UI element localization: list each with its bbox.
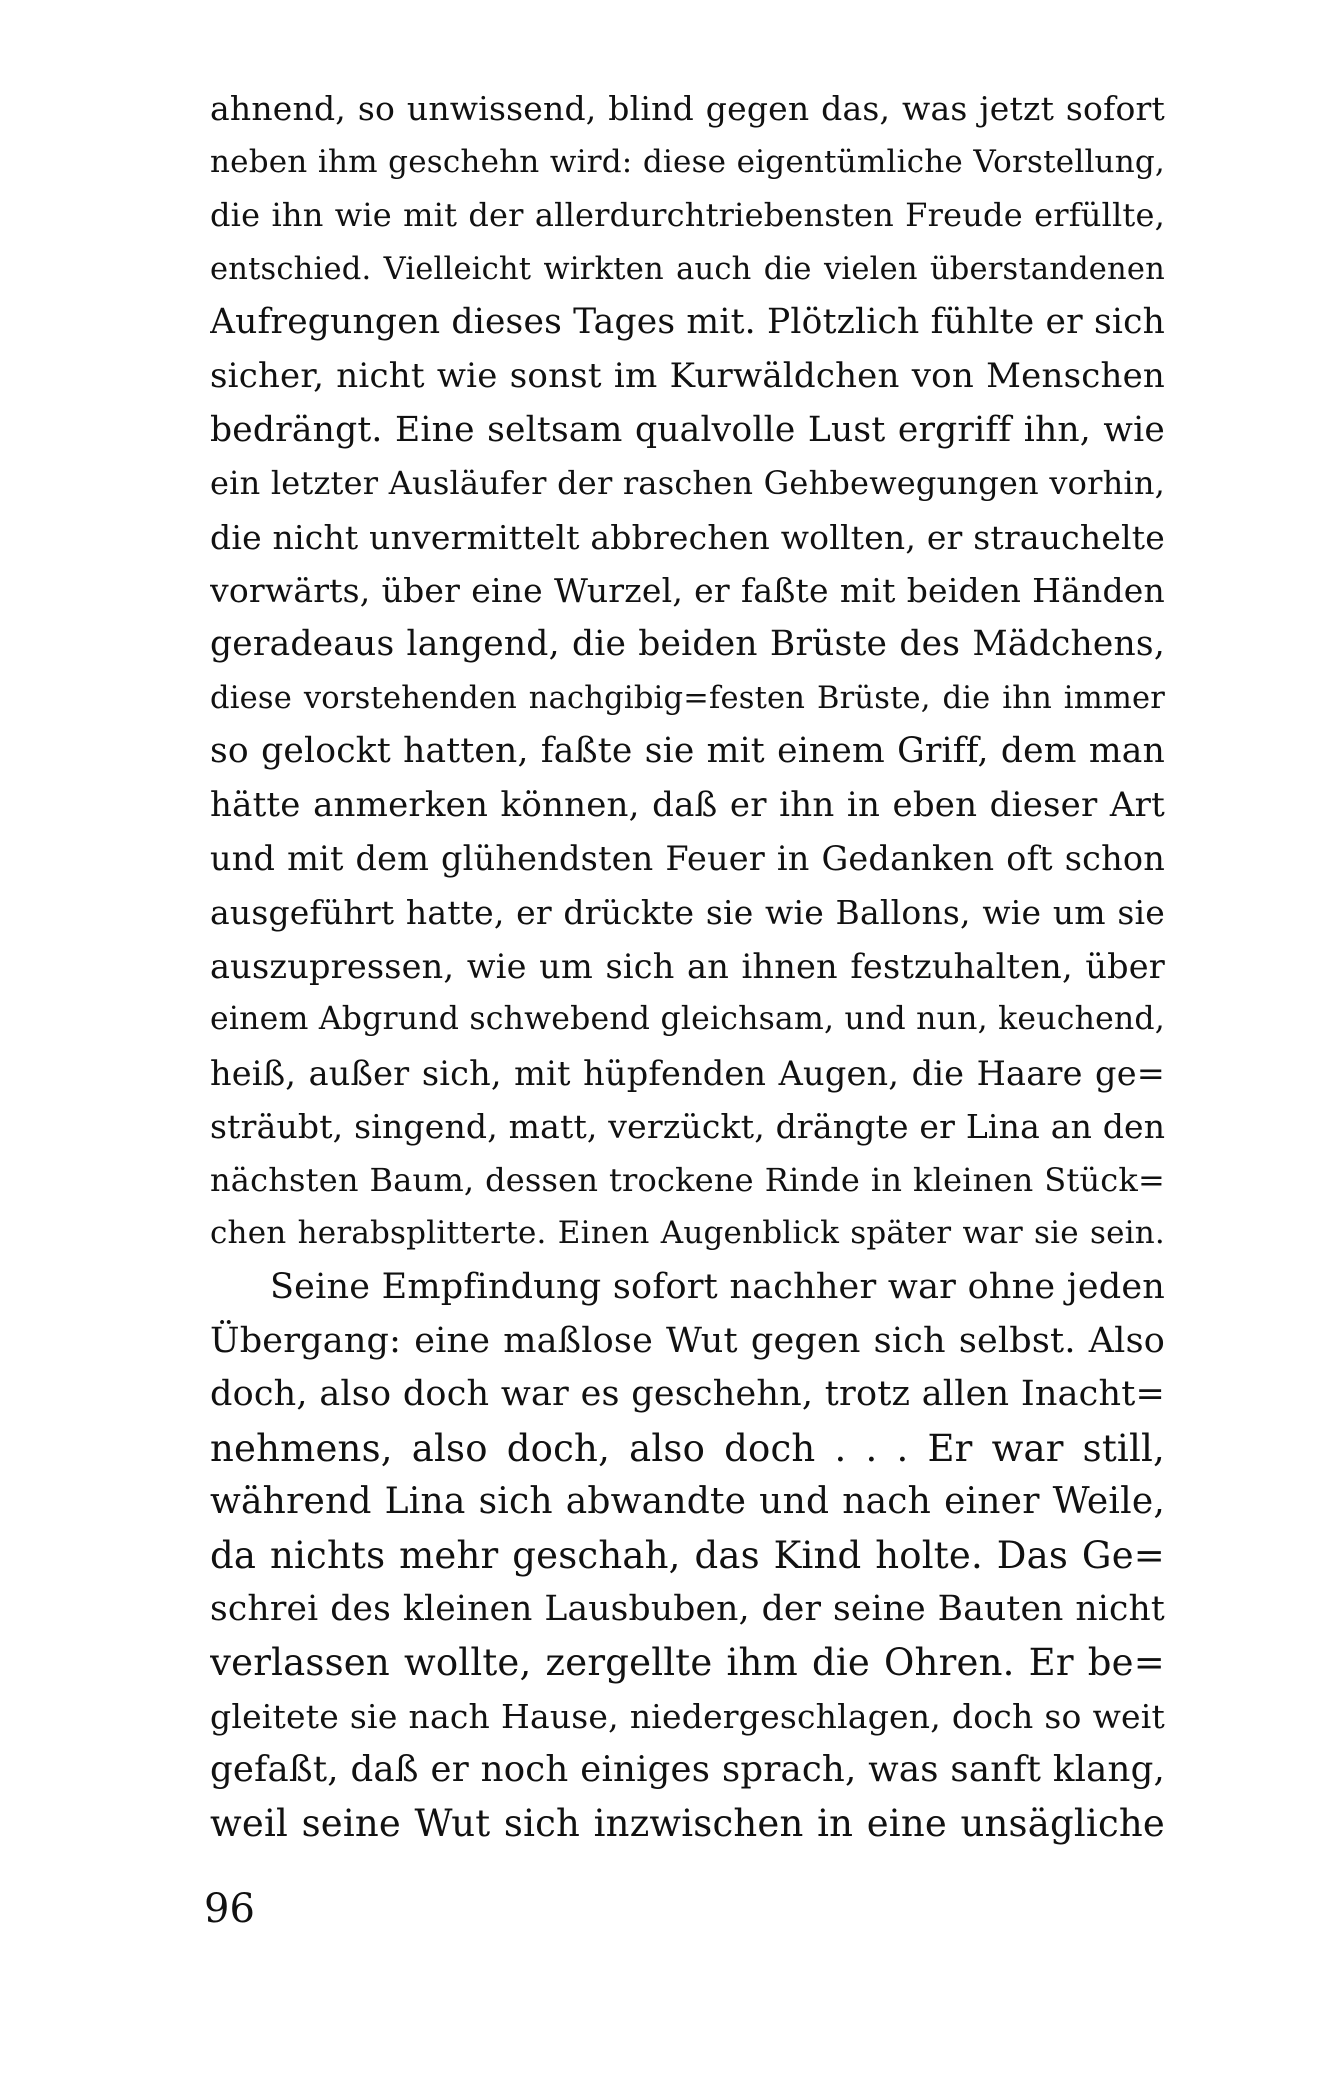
paragraph-start-line: Seine Empfindung sofort nachher war ohne jeden bbox=[270, 1267, 1165, 1308]
text-line: ahnend, so unwissend, blind gegen das, was jetzt sofort bbox=[210, 89, 1165, 128]
text-line: während Lina sich abwandte und nach einer Weile, bbox=[210, 1481, 1165, 1523]
text-line: auszupressen, wie um sich an ihnen festzuhalten, über bbox=[210, 946, 1165, 986]
text-line: doch, also doch war es geschehn, trotz allen Inacht= bbox=[210, 1374, 1165, 1415]
text-line: einem Abgrund schwebend gleichsam, und nun, keuchend, bbox=[210, 1001, 1165, 1038]
text-line: verlassen wollte, zergellte ihm die Ohren. Er be= bbox=[210, 1641, 1165, 1685]
text-line: nehmens, also doch, also doch . . . Er war still, bbox=[210, 1426, 1165, 1470]
text-line: heiß, außer sich, mit hüpfenden Augen, die Haare ge= bbox=[210, 1053, 1165, 1093]
text-line: sicher, nicht wie sonst im Kurwäldchen von Menschen bbox=[210, 355, 1165, 396]
text-line: schrei des kleinen Lausbuben, der seine Bauten nicht bbox=[210, 1588, 1165, 1629]
text-line: die nicht unvermittelt abbrechen wollten, er strauchelte bbox=[210, 517, 1165, 557]
text-line: vorwärts, über eine Wurzel, er faßte mit beiden Händen bbox=[210, 571, 1165, 611]
text-line: hätte anmerken können, daß er ihn in eben dieser Art bbox=[210, 784, 1165, 825]
text-line: entschied. Vielleicht wirkten auch die vielen überstandenen bbox=[210, 251, 1165, 287]
text-line: nächsten Baum, dessen trockene Rinde in kleinen Stück= bbox=[210, 1160, 1165, 1199]
text-line: ausgeführt hatte, er drückte sie wie Ballons, wie um sie bbox=[210, 892, 1165, 932]
text-line: diese vorstehenden nachgibig=festen Brüste, die ihn immer bbox=[210, 680, 1165, 716]
text-line: da nichts mehr geschah, das Kind holte. Das Ge= bbox=[210, 1534, 1165, 1578]
text-line: so gelockt hatten, faßte sie mit einem Griff, dem man bbox=[210, 731, 1165, 772]
body-text bbox=[210, 82, 1165, 1851]
text-line: Aufregungen dieses Tages mit. Plötzlich fühlte er sich bbox=[210, 302, 1165, 343]
text-line: neben ihm geschehn wird: diese eigentümliche Vorstellung, bbox=[210, 143, 1165, 180]
text-line: die ihn wie mit der allerdurchtriebensten Freude erfüllte, bbox=[210, 196, 1165, 235]
text-line: chen herabsplitterte. Einen Augenblick später war sie sein. bbox=[210, 1215, 1165, 1252]
text-line: Übergang: eine maßlose Wut gegen sich selbst. Also bbox=[210, 1320, 1165, 1361]
text-line: bedrängt. Eine seltsam qualvolle Lust ergriff ihn, wie bbox=[210, 409, 1165, 450]
text-line: gefaßt, daß er noch einiges sprach, was sanft klang, bbox=[210, 1749, 1165, 1791]
text-line: und mit dem glühendsten Feuer in Gedanken oft schon bbox=[210, 839, 1165, 879]
text-line: geradeaus langend, die beiden Brüste des Mädchens, bbox=[210, 623, 1165, 664]
page-number: 96 bbox=[204, 1886, 255, 1932]
text-line: weil seine Wut sich inzwischen in eine unsägliche bbox=[210, 1802, 1165, 1845]
text-line: ein letzter Ausläufer der raschen Gehbewegungen vorhin, bbox=[210, 464, 1165, 503]
text-line: gleitete sie nach Hause, niedergeschlagen, doch so weit bbox=[210, 1696, 1165, 1736]
text-line: sträubt, singend, matt, verzückt, drängte er Lina an den bbox=[210, 1107, 1165, 1147]
